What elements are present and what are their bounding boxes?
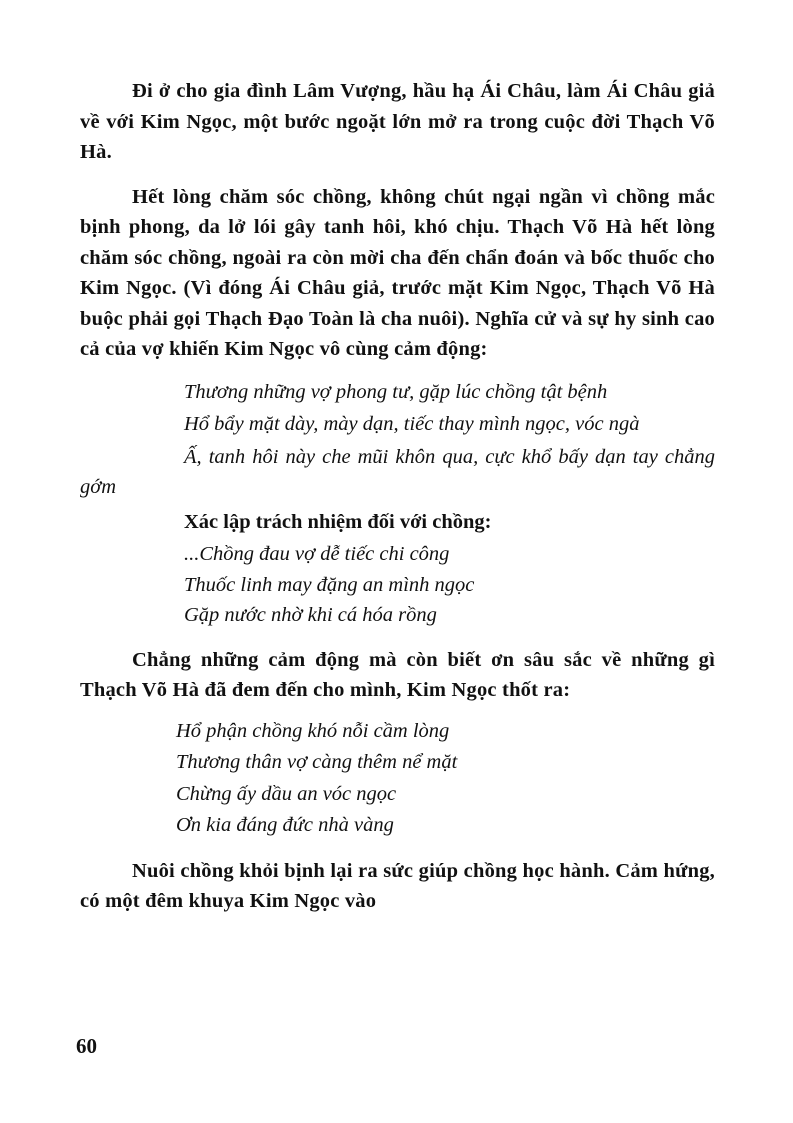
verse-line: Thương những vợ phong tư, gặp lúc chồng tật bệnh bbox=[184, 380, 608, 403]
paragraph-gratitude: Chẳng những cảm động mà còn biết ơn sâu sắc về những gì Thạch Võ Hà đã đem đến cho mình, Kim Ngọc thốt ra: bbox=[80, 648, 715, 701]
verse-intro-note: Xác lập trách nhiệm đối với chồng: bbox=[184, 510, 492, 533]
verse-line: Thuốc linh may đặng an mình ngọc bbox=[184, 573, 475, 596]
verse-line: Ơn kia đáng đức nhà vàng bbox=[176, 814, 394, 836]
verse-line: Chừng ấy dầu an vóc ngọc bbox=[176, 782, 397, 805]
verse-line: Hổ bẩy mặt dày, mày dạn, tiếc thay mình ngọc, vóc ngà bbox=[184, 413, 640, 435]
page-number: 60 bbox=[76, 1034, 97, 1058]
verse-block-second bbox=[80, 716, 715, 842]
verse-line: ...Chồng đau vợ dễ tiếc chi công bbox=[184, 543, 450, 565]
verse-line: Hổ phận chồng khó nỗi cầm lòng bbox=[176, 719, 450, 742]
paragraph-care: Hết lòng chăm sóc chồng, không chút ngại ngần vì chồng mắc bịnh phong, da lở lói gây tanh hôi, khó chịu. Thạch Võ Hà hết lòng chăm sóc chồng, ngoài ra còn mời cha đến chẩn đoán và bốc thuốc cho Kim Ngọc. (Vì đóng Ái Châu giả, trước mặt Kim Ngọc, Thạch Võ Hà buộc phải gọi Thạch Đạo Toàn là cha nuôi). Nghĩa cử và sự hy sinh cao cả của vợ khiến Kim Ngọc vô cùng cảm động: bbox=[80, 185, 715, 360]
verse-line: Thương thân vợ càng thêm nể mặt bbox=[176, 751, 458, 773]
verse-line: Gặp nước nhờ khi cá hóa rồng bbox=[184, 604, 437, 626]
paragraph-closing: Nuôi chồng khỏi bịnh lại ra sức giúp chồng học hành. Cảm hứng, có một đêm khuya Kim Ngọc vào bbox=[80, 859, 715, 912]
paragraph-intro: Đi ở cho gia đình Lâm Vượng, hầu hạ Ái Châu, làm Ái Châu giả về với Kim Ngọc, một bước ngoặt lớn mở ra trong cuộc đời Thạch Võ Hà. bbox=[80, 80, 715, 163]
verse-block-first bbox=[80, 377, 715, 631]
book-page-body bbox=[80, 76, 715, 917]
verse-line: Ấ, tanh hôi này che mũi khôn qua, cực khổ bấy dạn tay chẳng gớm bbox=[80, 445, 715, 498]
